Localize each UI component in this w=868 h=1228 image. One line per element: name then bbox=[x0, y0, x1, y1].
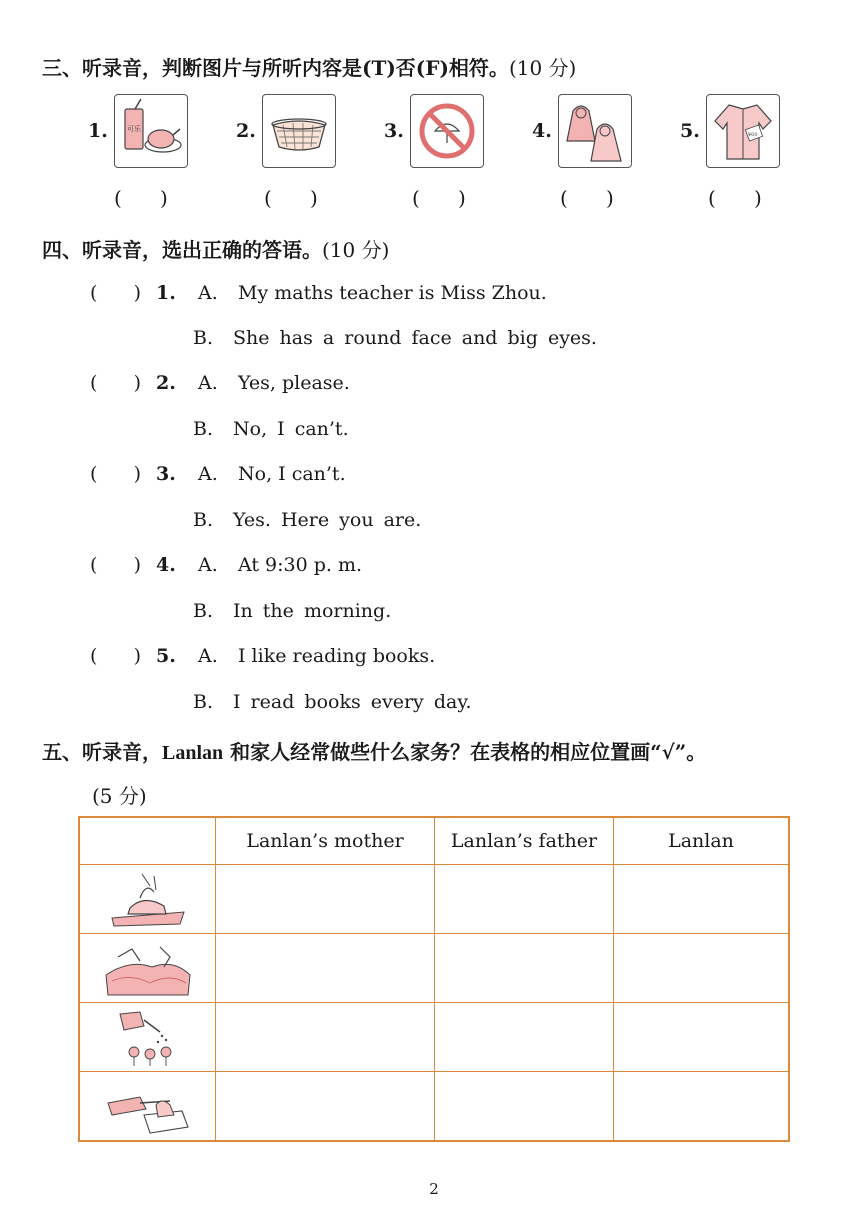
section3-title: 三、听录音，判断图片与所听内容是(T)否(F)相符。 bbox=[42, 56, 509, 80]
answer-blank[interactable]: ( ) bbox=[90, 554, 142, 576]
picture-number: 3. bbox=[384, 120, 404, 142]
row-icon-cell bbox=[79, 865, 216, 934]
father-cell[interactable] bbox=[435, 934, 614, 1003]
question-5 bbox=[90, 645, 435, 667]
option-label: A. bbox=[198, 282, 218, 304]
question-1 bbox=[90, 282, 547, 304]
option-a-text: No, I can’t. bbox=[238, 463, 346, 485]
row-icon-cell bbox=[79, 934, 216, 1003]
mother-cell[interactable] bbox=[216, 1072, 435, 1142]
answer-blank-3[interactable]: ( ) bbox=[412, 186, 466, 210]
section3-score: (10 分) bbox=[508, 56, 577, 80]
jacket-icon bbox=[706, 94, 780, 168]
page-number: 2 bbox=[429, 1180, 439, 1198]
option-b-text: In the morning. bbox=[233, 600, 392, 622]
header-cell-mother: Lanlan’s mother bbox=[216, 817, 435, 865]
svg-text:¥60: ¥60 bbox=[748, 132, 758, 138]
answer-blank[interactable]: ( ) bbox=[90, 282, 142, 304]
picture-number: 4. bbox=[532, 120, 552, 142]
father-cell[interactable] bbox=[435, 1072, 614, 1142]
question-number: 1. bbox=[156, 282, 176, 304]
option-a-text: My maths teacher is Miss Zhou. bbox=[238, 282, 547, 304]
answer-blank-1[interactable]: ( ) bbox=[114, 186, 168, 210]
option-label: B. bbox=[193, 327, 214, 349]
making-bed-icon bbox=[100, 937, 196, 999]
row-icon-cell bbox=[79, 1003, 216, 1072]
option-label: B. bbox=[193, 691, 214, 713]
father-cell[interactable] bbox=[435, 1003, 614, 1072]
question-4 bbox=[90, 554, 362, 576]
raincoats-icon bbox=[558, 94, 632, 168]
option-b-text: I read books every day. bbox=[233, 691, 472, 713]
question-5-option-b bbox=[193, 691, 472, 713]
option-label: A. bbox=[198, 554, 218, 576]
header-cell-blank bbox=[79, 817, 216, 865]
picture-number: 5. bbox=[680, 120, 700, 142]
option-a-text: I like reading books. bbox=[238, 645, 436, 667]
section3-heading bbox=[42, 52, 576, 81]
question-3 bbox=[90, 463, 346, 485]
answer-blank-2[interactable]: ( ) bbox=[264, 186, 318, 210]
section4-title: 四、听录音，选出正确的答语。 bbox=[42, 238, 322, 262]
cola-and-chicken-icon bbox=[114, 94, 188, 168]
option-label: A. bbox=[198, 645, 218, 667]
lanlan-cell[interactable] bbox=[614, 934, 790, 1003]
section5-heading bbox=[42, 736, 706, 765]
option-b-text: Yes. Here you are. bbox=[233, 509, 422, 531]
lanlan-cell[interactable] bbox=[614, 865, 790, 934]
section4-heading bbox=[42, 234, 389, 263]
answer-blank[interactable]: ( ) bbox=[90, 463, 142, 485]
sweeping-floor-icon bbox=[100, 1075, 196, 1137]
option-label: B. bbox=[193, 418, 214, 440]
header-cell-father: Lanlan’s father bbox=[435, 817, 614, 865]
table-row bbox=[79, 865, 789, 934]
svg-text:可乐: 可乐 bbox=[127, 125, 141, 133]
section4-score: (10 分) bbox=[322, 238, 390, 262]
option-a-text: At 9:30 p. m. bbox=[238, 554, 363, 576]
option-label: A. bbox=[198, 372, 218, 394]
question-number: 4. bbox=[156, 554, 176, 576]
table-row bbox=[79, 1072, 789, 1142]
question-number: 5. bbox=[156, 645, 176, 667]
section5-title-part2: 和家人经常做些什么家务？在表格的相应位置画“√”。 bbox=[223, 740, 707, 764]
picture-number: 2. bbox=[236, 120, 256, 142]
picture-number: 1. bbox=[88, 120, 108, 142]
section5-title-name: Lanlan bbox=[162, 742, 224, 764]
option-a-text: Yes, please. bbox=[238, 372, 350, 394]
ironing-icon bbox=[100, 868, 196, 930]
mother-cell[interactable] bbox=[216, 1003, 435, 1072]
table-row bbox=[79, 934, 789, 1003]
option-b-text: She has a round face and big eyes. bbox=[233, 327, 597, 349]
mother-cell[interactable] bbox=[216, 934, 435, 1003]
lanlan-cell[interactable] bbox=[614, 1072, 790, 1142]
row-icon-cell bbox=[79, 1072, 216, 1142]
table-header-row bbox=[79, 817, 789, 865]
question-1-option-b bbox=[193, 327, 597, 349]
basket-icon bbox=[262, 94, 336, 168]
option-label: B. bbox=[193, 600, 214, 622]
question-number: 2. bbox=[156, 372, 176, 394]
lanlan-cell[interactable] bbox=[614, 1003, 790, 1072]
question-2-option-b bbox=[193, 418, 349, 440]
section5-title-part1: 五、听录音， bbox=[42, 740, 162, 764]
mother-cell[interactable] bbox=[216, 865, 435, 934]
answer-blank[interactable]: ( ) bbox=[90, 372, 142, 394]
chores-table bbox=[78, 816, 790, 1142]
answer-blank-4[interactable]: ( ) bbox=[560, 186, 614, 210]
table-row bbox=[79, 1003, 789, 1072]
answer-blank-5[interactable]: ( ) bbox=[708, 186, 762, 210]
section5-score: (5 分) bbox=[92, 784, 147, 808]
option-b-text: No, I can’t. bbox=[233, 418, 349, 440]
father-cell[interactable] bbox=[435, 865, 614, 934]
question-number: 3. bbox=[156, 463, 176, 485]
no-umbrella-sign-icon bbox=[410, 94, 484, 168]
question-3-option-b bbox=[193, 509, 421, 531]
header-cell-lanlan: Lanlan bbox=[614, 817, 790, 865]
watering-flowers-icon bbox=[100, 1006, 196, 1068]
question-4-option-b bbox=[193, 600, 391, 622]
answer-blank[interactable]: ( ) bbox=[90, 645, 142, 667]
option-label: A. bbox=[198, 463, 218, 485]
question-2 bbox=[90, 372, 350, 394]
option-label: B. bbox=[193, 509, 214, 531]
